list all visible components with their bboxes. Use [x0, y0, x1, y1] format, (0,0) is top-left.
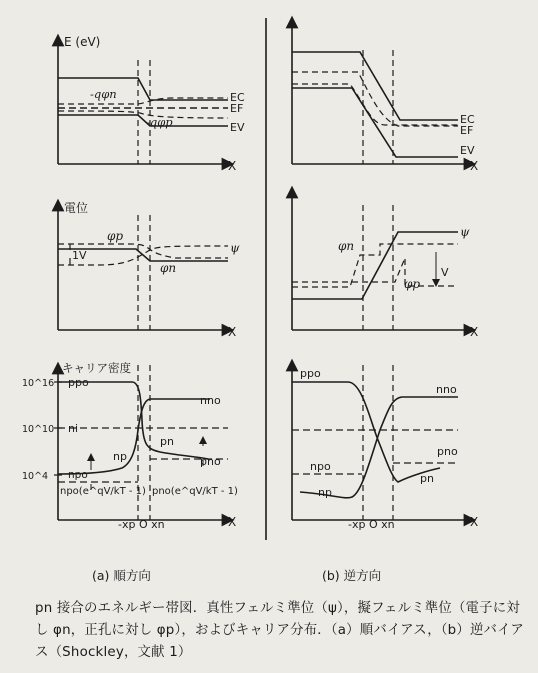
left-subcaption: (a) 順方向 [92, 568, 151, 583]
left-q-phi-p-label: -qφp [146, 115, 173, 129]
right-band-diagram [292, 22, 470, 164]
left-potential-x-axis: X [228, 325, 237, 339]
left-one-v-label: 1V [72, 249, 87, 262]
left-band-x-axis: X [228, 159, 237, 173]
left-carrier-x-axis: X [228, 515, 237, 529]
figure-caption: pn 接合のエネルギー帯図．真性フェルミ準位（ψ），擬フェルミ準位（電子に対し φn，正孔に対し φp），およびキャリア分布．（a）順バイアス，（b）逆バイアス（Shockley，文献 1） [35, 601, 524, 660]
right-psi-label: ψ [460, 225, 470, 239]
left-pn-label: pn [160, 435, 174, 448]
left-ni-label: ni [68, 422, 79, 435]
left-band-axis-label: E (eV) [64, 35, 101, 49]
left-ec-label: EC [230, 91, 245, 104]
right-subcaption: (b) 逆方向 [322, 568, 382, 583]
left-npo-label: npo [68, 469, 88, 481]
left-band-diagram [58, 40, 228, 164]
left-phi-n-label: φn [160, 261, 177, 275]
left-tick-4: 10^4 [22, 471, 49, 482]
left-potential-axis-label: 電位 [64, 201, 89, 215]
right-x-ticks: -xp O xn [348, 518, 395, 531]
right-np-label: np [318, 486, 332, 499]
left-psi-label: ψ [230, 241, 240, 255]
left-ef-label: EF [230, 102, 244, 115]
right-pn-label: pn [420, 472, 434, 485]
right-ef-label: EF [460, 124, 474, 137]
right-carrier-x-axis: X [470, 515, 479, 529]
right-ec-label: EC [460, 113, 475, 126]
right-band-x-axis: X [470, 159, 479, 173]
right-npo-label: npo [310, 460, 331, 473]
left-nno-label: nno [200, 394, 221, 407]
right-phi-n-label: φn [338, 239, 355, 253]
left-ppo-label: ppo [68, 376, 89, 389]
left-npo-exp-label: npo(e^qV/kT - 1) [60, 486, 146, 497]
right-pno-label: pno [437, 445, 458, 458]
left-x-ticks: -xp O xn [118, 518, 165, 531]
right-ev-label: EV [460, 144, 475, 157]
left-tick-10: 10^10 [22, 424, 55, 435]
right-potential-diagram [292, 192, 470, 330]
right-potential-x-axis: X [470, 325, 479, 339]
left-potential-diagram [58, 205, 228, 330]
left-tick-16: 10^16 [22, 378, 55, 389]
left-pno-label: pno [200, 455, 221, 468]
left-pno-exp-label: pno(e^qV/kT - 1) [152, 486, 238, 497]
left-carrier-axis-label: キャリア密度 [62, 361, 131, 375]
left-ev-label: EV [230, 121, 245, 134]
left-q-phi-n-label: -qφn [90, 87, 117, 101]
right-v-label: V [441, 266, 449, 279]
left-np-label: np [113, 450, 127, 463]
right-ppo-label: ppo [300, 367, 321, 380]
left-phi-p-label: φp [107, 229, 124, 243]
right-nno-label: nno [436, 383, 457, 396]
right-phi-p-label: φp [404, 277, 421, 291]
